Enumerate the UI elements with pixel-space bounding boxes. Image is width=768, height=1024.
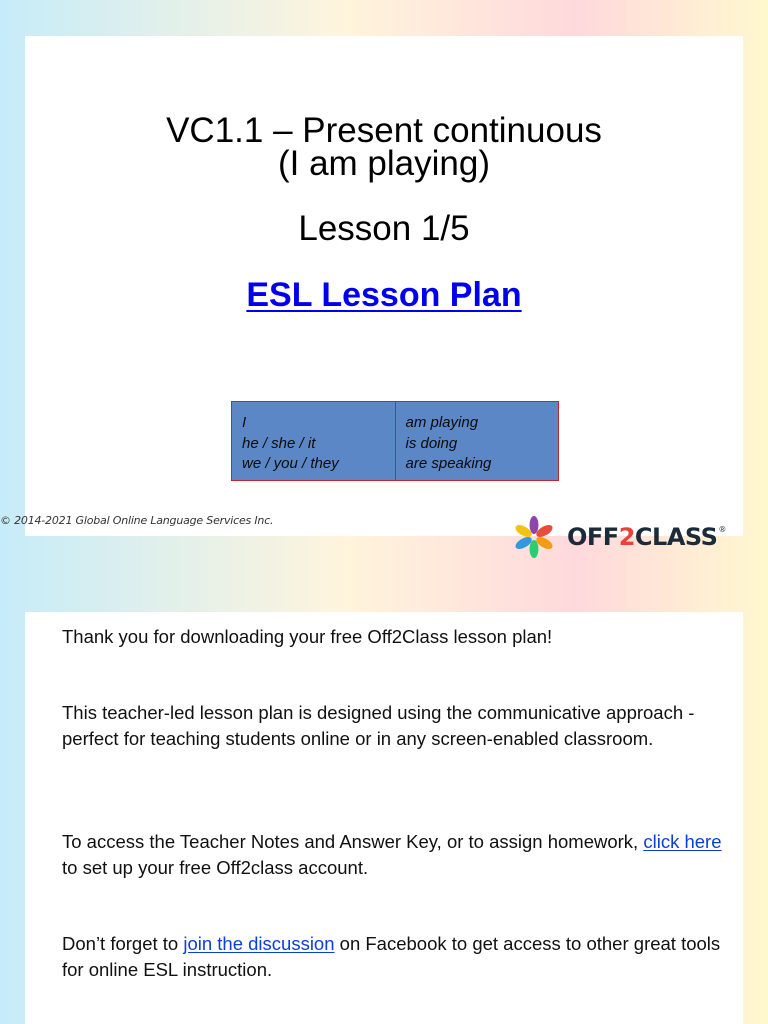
lesson-subtitle: (I am playing) — [277, 144, 491, 183]
lesson-number: Lesson 1/5 — [298, 209, 470, 248]
title-slide — [25, 36, 743, 536]
access-text-after: to set up your free Off2class account. — [62, 857, 369, 878]
verb-item: am playing — [405, 414, 479, 431]
access-text — [62, 829, 732, 881]
discussion-text-before: Don’t forget to — [62, 933, 184, 954]
description-text: This teacher-led lesson plan is designed using the communicative approach - perfect for teaching students online or in any screen-enabled classroom. — [62, 702, 695, 749]
logo-text-suffix: CLASS — [634, 523, 718, 551]
verb-item: is doing — [405, 434, 458, 452]
logo-wordmark — [567, 523, 726, 551]
copyright-notice: © 2014-2021 Global Online Language Services Inc. — [0, 514, 274, 527]
verbs-cell — [395, 402, 559, 481]
join-discussion-link[interactable]: join the discussion — [183, 933, 335, 954]
info-slide — [25, 612, 743, 1024]
access-text-before: To access the Teacher Notes and Answer Key, or to assign homework, — [62, 831, 644, 852]
lesson-title: VC1.1 – Present continuous — [166, 111, 602, 150]
discussion-text-after: on Facebook to get access to other great tools for online ESL instruction. — [62, 933, 721, 980]
subjects-cell — [232, 402, 396, 481]
flower-petals-icon — [511, 514, 557, 560]
logo-petal — [530, 540, 539, 558]
verb-item: are speaking — [405, 455, 492, 472]
grammar-table — [231, 401, 559, 481]
esl-lesson-plan-link[interactable]: ESL Lesson Plan — [246, 276, 522, 314]
subject-item: we / you / they — [242, 455, 339, 472]
logo-text-prefix: OFF — [567, 523, 619, 551]
logo-petal — [530, 516, 539, 534]
thank-you-text: Thank you for downloading your free Off2Class lesson plan! — [62, 626, 553, 647]
logo-text-highlight: 2 — [618, 523, 635, 551]
registered-mark: ® — [718, 525, 726, 534]
subject-item: I — [242, 414, 247, 431]
discussion-text — [62, 931, 732, 983]
subject-item: he / she / it — [242, 434, 316, 452]
click-here-link[interactable]: click here — [643, 831, 722, 852]
off2class-logo — [511, 514, 726, 560]
